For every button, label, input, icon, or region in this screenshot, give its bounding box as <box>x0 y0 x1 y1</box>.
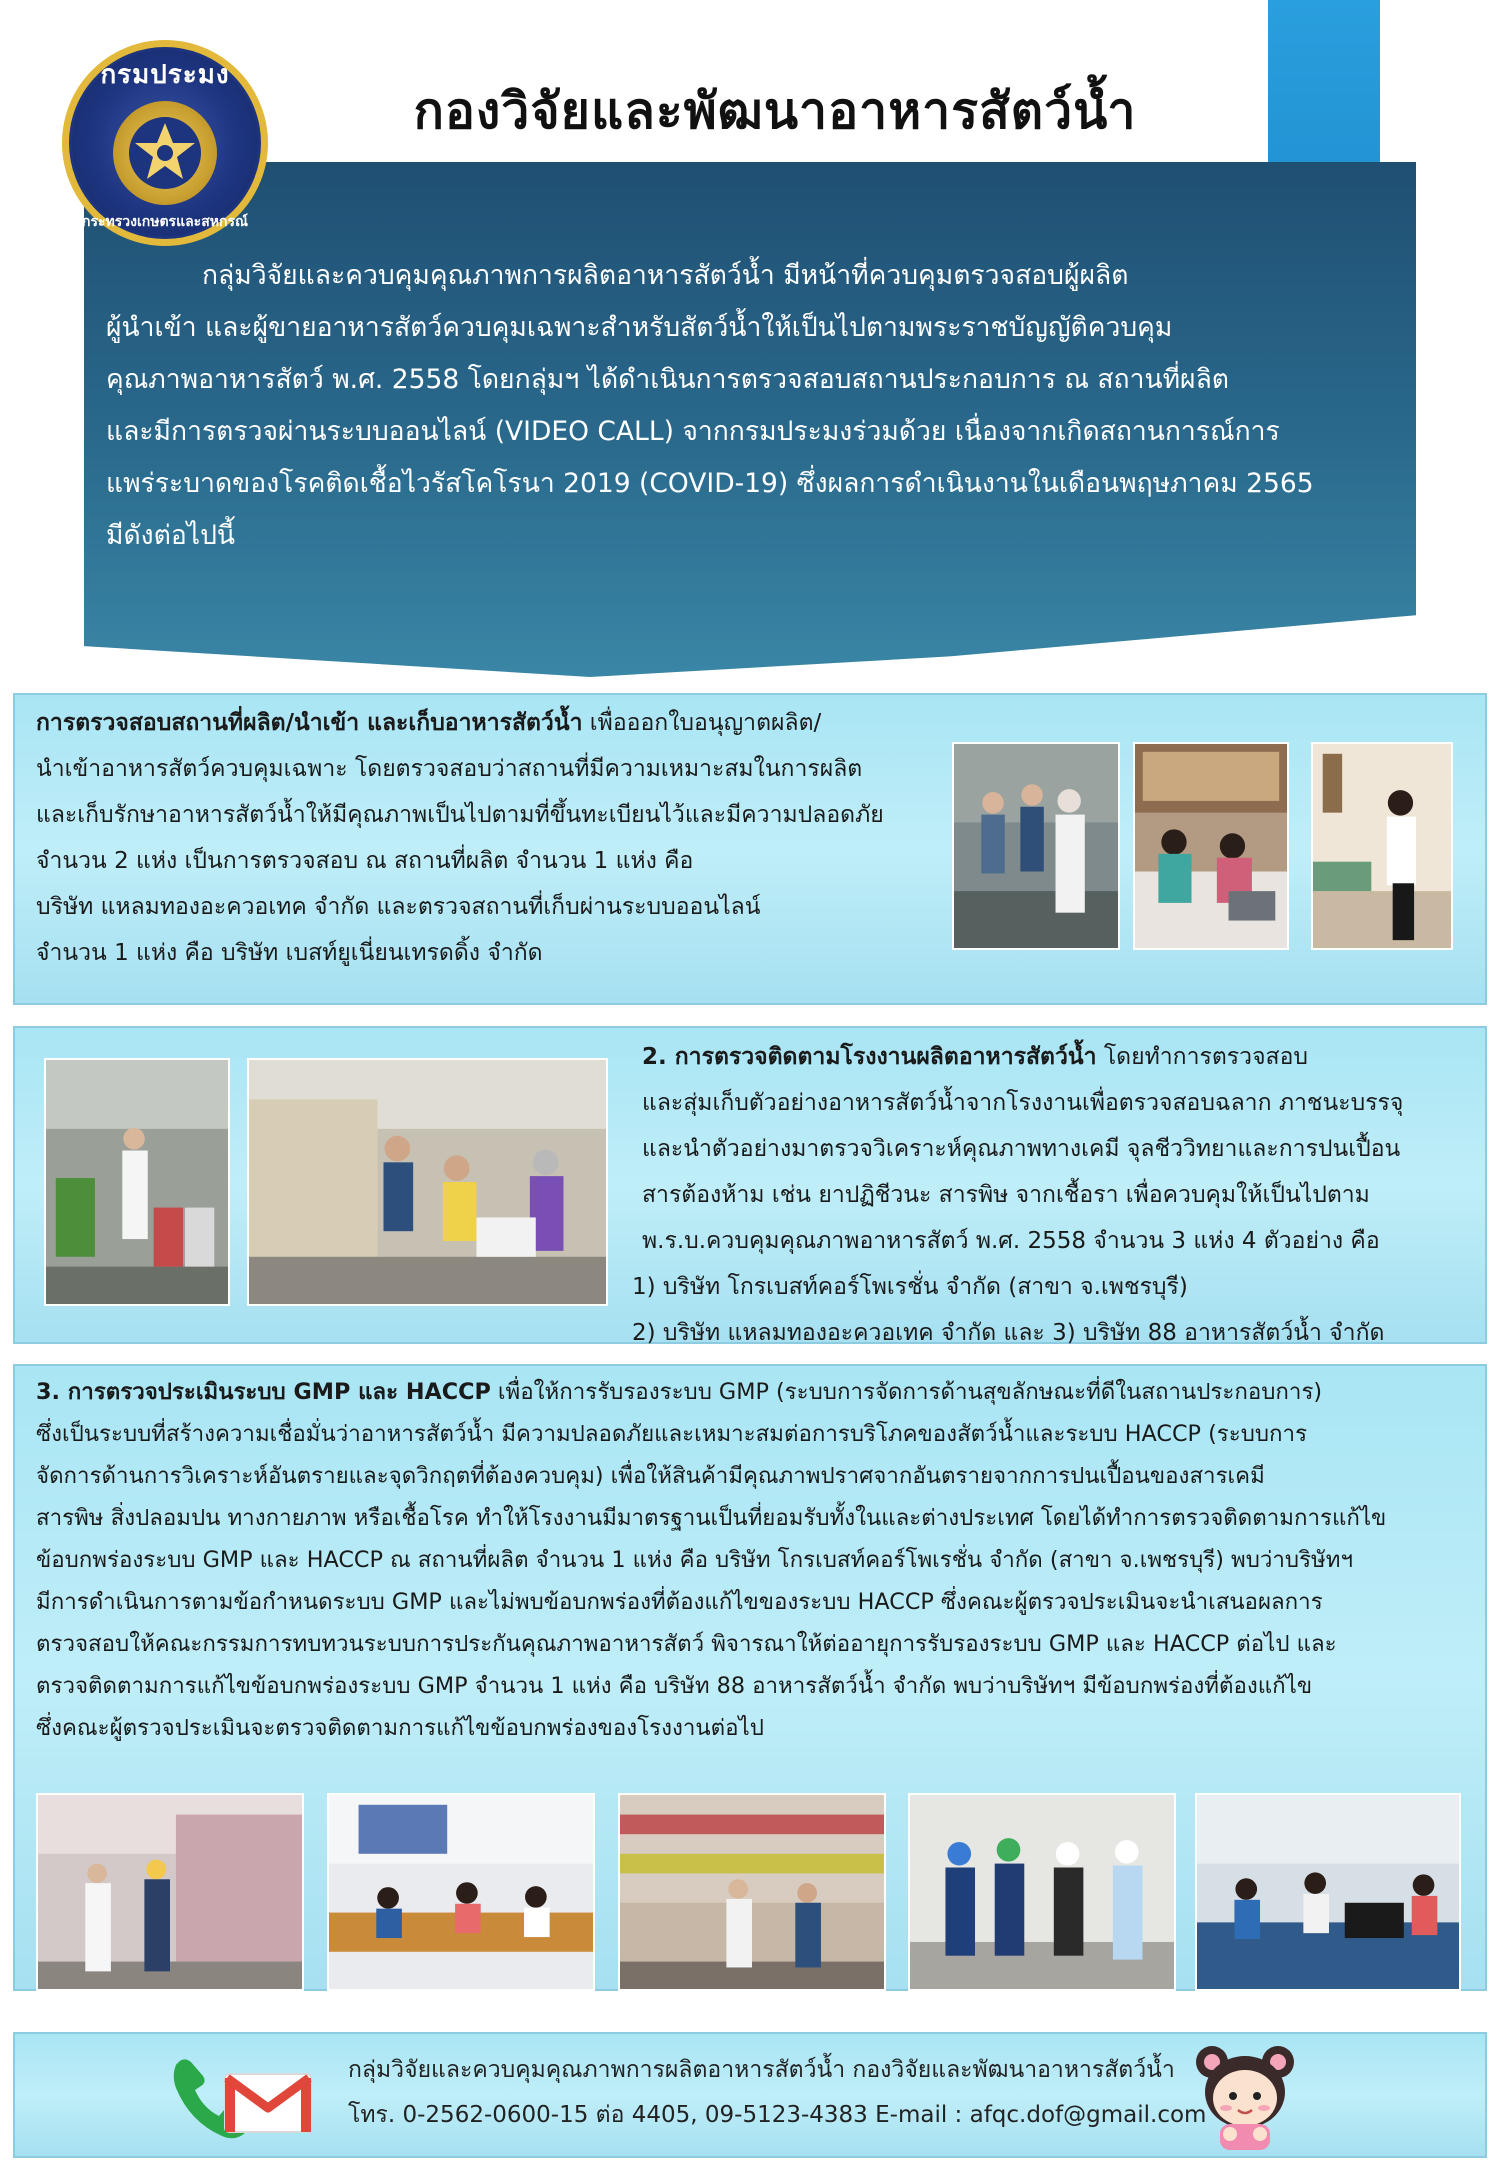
phone-mail-icon <box>165 2050 320 2140</box>
section2-text <box>632 1034 1432 1356</box>
section1-line: บริษัท แหลมทองอะควอเทค จำกัด และตรวจสถานที่เก็บผ่านระบบออนไลน์ <box>36 894 761 920</box>
section2-line: สารต้องห้าม เช่น ยาปฏิชีวนะ สารพิษ จากเชื้อรา เพื่อควบคุมให้เป็นไปตาม <box>642 1182 1370 1208</box>
section2-line: พ.ร.บ.ควบคุมคุณภาพอาหารสัตว์ พ.ศ. 2558 จำนวน 3 แห่ง 4 ตัวอย่าง คือ <box>642 1228 1380 1254</box>
section2-line: 1) บริษัท โกรเบสท์คอร์โพเรชั่น จำกัด (สาขา จ.เพชรบุรี) <box>632 1274 1188 1300</box>
section1-line: จำนวน 2 แห่ง เป็นการตรวจสอบ ณ สถานที่ผลิต จำนวน 1 แห่ง คือ <box>36 848 694 874</box>
photo-warehouse-audit <box>36 1793 304 1991</box>
logo-text-top: กรมประมง <box>100 59 230 90</box>
section2-heading: 2. การตรวจติดตามโรงงานผลิตอาหารสัตว์น้ำ <box>642 1044 1097 1070</box>
intro-line: ผู้นำเข้า และผู้ขายอาหารสัตว์ควบคุมเฉพาะสำหรับสัตว์น้ำให้เป็นไปตามพระราชบัญญัติควบคุม <box>106 312 1173 343</box>
photo-inspection-team <box>952 742 1120 950</box>
section3-heading-rest: เพื่อให้การรับรองระบบ GMP (ระบบการจัดการด้านสุขลักษณะที่ดีในสถานประกอบการ) <box>490 1379 1323 1405</box>
footer-contact: โทร. 0-2562-0600-15 ต่อ 4405, 09-5123-4383 E-mail : afqc.dof@gmail.com <box>348 2102 1207 2128</box>
photo-document-review <box>1133 742 1289 950</box>
section3-line: ตรวจติดตามการแก้ไขข้อบกพร่องระบบ GMP จำนวน 1 แห่ง คือ บริษัท 88 อาหารสัตว์น้ำ จำกัด พบว่าบริษัทฯ มีข้อบกพร่องที่ต้องแก้ไข <box>36 1673 1313 1699</box>
photo-lab-meeting <box>1195 1793 1461 1991</box>
section2-heading-line <box>632 1034 1432 1080</box>
section3-line: ข้อบกพร่องระบบ GMP และ HACCP ณ สถานที่ผลิต จำนวน 1 แห่ง คือ บริษัท โกรเบสท์คอร์โพเรชั่น จำกัด (สาขา จ.เพชรบุรี) พบว่าบริษัทฯ <box>36 1547 1353 1573</box>
section1-line: จำนวน 1 แห่ง คือ บริษัท เบสท์ยูเนี่ยนเทรดดิ้ง จำกัด <box>36 940 543 966</box>
section2-line: และสุ่มเก็บตัวอย่างอาหารสัตว์น้ำจากโรงงานเพื่อตรวจสอบฉลาก ภาชนะบรรจุ <box>642 1090 1404 1116</box>
mascot-icon <box>1190 2038 1300 2152</box>
section1-line: นำเข้าอาหารสัตว์ควบคุมเฉพาะ โดยตรวจสอบว่าสถานที่มีความเหมาะสมในการผลิต <box>36 756 863 782</box>
footer-organization: กลุ่มวิจัยและควบคุมคุณภาพการผลิตอาหารสัตว์น้ำ กองวิจัยและพัฒนาอาหารสัตว์น้ำ <box>348 2057 1175 2083</box>
department-logo <box>62 40 268 246</box>
section3-heading: 3. การตรวจประเมินระบบ GMP และ HACCP <box>36 1379 491 1405</box>
section3-line: สารพิษ สิ่งปลอมปน ทางกายภาพ หรือเชื้อโรค ทำให้โรงงานมีมาตรฐานเป็นที่ยอมรับทั้งในและต่างประเทศ โดยได้ทำการตรวจติดตามการแก้ไข <box>36 1505 1387 1531</box>
section3-text <box>36 1371 1466 1749</box>
section1-heading: การตรวจสอบสถานที่ผลิต/นำเข้า และเก็บอาหารสัตว์น้ำ <box>36 710 583 736</box>
intro-line: และมีการตรวจผ่านระบบออนไลน์ (VIDEO CALL) จากกรมประมงร่วมด้วย เนื่องจากเกิดสถานการณ์การ <box>106 416 1280 447</box>
intro-line: คุณภาพอาหารสัตว์ พ.ศ. 2558 โดยกลุ่มฯ ได้ดำเนินการตรวจสอบสถานประกอบการ ณ สถานที่ผลิต <box>106 364 1230 395</box>
photo-factory-storage <box>44 1058 230 1306</box>
intro-paragraph <box>106 250 1396 562</box>
photo-factory-team <box>908 1793 1176 1991</box>
section3-line: จัดการด้านการวิเคราะห์อันตรายและจุดวิกฤตที่ต้องควบคุม) เพื่อให้สินค้ามีคุณภาพปราศจากอันตรายจากการปนเปื้อนของสารเคมี <box>36 1463 1265 1489</box>
section3-heading-line <box>36 1371 1466 1413</box>
section1-heading-line <box>36 700 916 746</box>
photo-video-call <box>1311 742 1453 950</box>
section1-heading-rest: เพื่อออกใบอนุญาตผลิต/ <box>582 710 822 736</box>
section3-line: มีการดำเนินการตามข้อกำหนดระบบ GMP และไม่พบข้อบกพร่องที่ต้องแก้ไขของระบบ HACCP ซึ่งคณะผู้ตรวจประเมินจะนำเสนอผลการ <box>36 1589 1323 1615</box>
section3-line: ตรวจสอบให้คณะกรรมการทบทวนระบบการประกันคุณภาพอาหารสัตว์ พิจารณาให้ต่ออายุการรับรองระบบ GMP และ HACCP ต่อไป และ <box>36 1631 1337 1657</box>
section2-line: และนำตัวอย่างมาตรวจวิเคราะห์คุณภาพทางเคมี จุลชีววิทยาและการปนเปื้อน <box>642 1136 1401 1162</box>
logo-text-bottom: กระทรวงเกษตรและสหกรณ์ <box>82 213 248 230</box>
section2-heading-rest: โดยทำการตรวจสอบ <box>1096 1044 1308 1070</box>
section1-text <box>36 700 916 976</box>
intro-line: กลุ่มวิจัยและควบคุมคุณภาพการผลิตอาหารสัตว์น้ำ มีหน้าที่ควบคุมตรวจสอบผู้ผลิต <box>202 260 1129 291</box>
emblem-icon <box>113 101 217 205</box>
photo-sampling <box>247 1058 608 1306</box>
page-title: กองวิจัยและพัฒนาอาหารสัตว์น้ำ <box>413 82 1137 140</box>
intro-line: มีดังต่อไปนี้ <box>106 520 236 551</box>
photo-meeting-room <box>327 1793 595 1991</box>
section3-line: ซึ่งคณะผู้ตรวจประเมินจะตรวจติดตามการแก้ไขข้อบกพร่องของโรงงานต่อไป <box>36 1715 764 1741</box>
section2-line: 2) บริษัท แหลมทองอะควอเทค จำกัด และ 3) บริษัท 88 อาหารสัตว์น้ำ จำกัด <box>632 1320 1385 1346</box>
intro-line: แพร่ระบาดของโรคติดเชื้อไวรัสโคโรนา 2019 (COVID-19) ซึ่งผลการดำเนินงานในเดือนพฤษภาคม 2565 <box>106 468 1314 499</box>
section1-line: และเก็บรักษาอาหารสัตว์น้ำให้มีคุณภาพเป็นไปตามที่ขึ้นทะเบียนไว้และมีความปลอดภัย <box>36 802 884 828</box>
section3-line: ซึ่งเป็นระบบที่สร้างความเชื่อมั่นว่าอาหารสัตว์น้ำ มีความปลอดภัยและเหมาะสมต่อการบริโภคของสัตว์น้ำและระบบ HACCP (ระบบการ <box>36 1421 1308 1447</box>
photo-feed-bags <box>618 1793 886 1991</box>
